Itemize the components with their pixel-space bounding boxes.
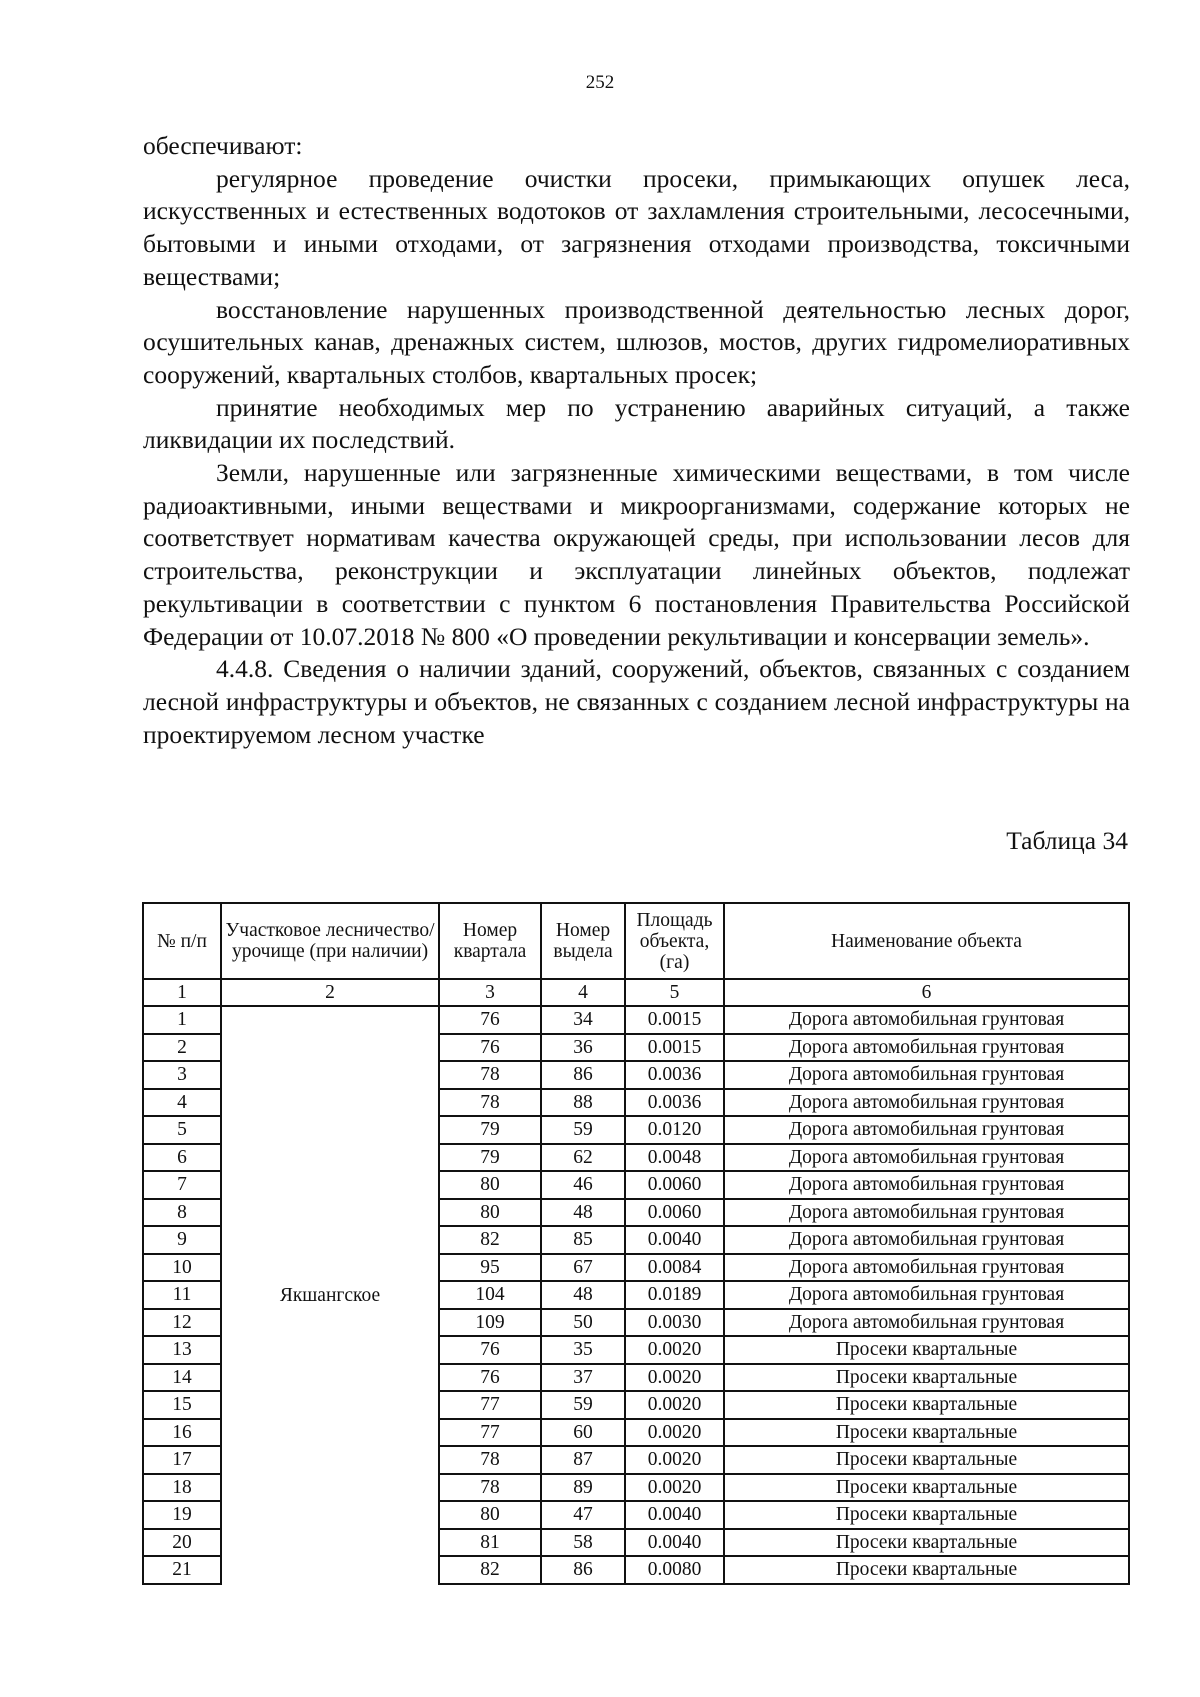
object-name-cell: Дорога автомобильная грунтовая (724, 1309, 1129, 1337)
column-number: 6 (724, 979, 1129, 1006)
row-number: 3 (143, 1061, 221, 1089)
object-name-cell: Просеки квартальные (724, 1364, 1129, 1392)
table-row (143, 1006, 1129, 1034)
vydel-cell: 60 (541, 1419, 625, 1447)
column-number: 2 (221, 979, 439, 1006)
column-number: 1 (143, 979, 221, 1006)
area-cell: 0.0015 (625, 1006, 724, 1034)
paragraph: 4.4.8. Сведения о наличии зданий, сооружений, объектов, связанных с созданием лесной инфраструктуры и объектов, не связанных с созданием лесной инфраструктуры на проектируемом лесном участке (143, 654, 1130, 749)
vydel-cell: 59 (541, 1116, 625, 1144)
object-name-cell: Дорога автомобильная грунтовая (724, 1171, 1129, 1199)
table-caption: Таблица 34 (1006, 826, 1128, 855)
vydel-cell: 48 (541, 1281, 625, 1309)
area-cell: 0.0189 (625, 1281, 724, 1309)
vydel-cell: 37 (541, 1364, 625, 1392)
area-cell: 0.0048 (625, 1144, 724, 1172)
row-number: 15 (143, 1391, 221, 1419)
row-number: 20 (143, 1529, 221, 1557)
header-district: Участковое лесничество/урочище (при наличии) (221, 903, 439, 979)
kvartal-cell: 76 (439, 1364, 541, 1392)
object-name-cell: Дорога автомобильная грунтовая (724, 1144, 1129, 1172)
object-name-cell: Дорога автомобильная грунтовая (724, 1254, 1129, 1282)
kvartal-cell: 78 (439, 1089, 541, 1117)
kvartal-cell: 78 (439, 1474, 541, 1502)
area-cell: 0.0080 (625, 1556, 724, 1584)
column-number: 4 (541, 979, 625, 1006)
vydel-cell: 86 (541, 1061, 625, 1089)
vydel-cell: 35 (541, 1336, 625, 1364)
area-cell: 0.0020 (625, 1336, 724, 1364)
vydel-cell: 46 (541, 1171, 625, 1199)
row-number: 16 (143, 1419, 221, 1447)
paragraph: обеспечивают: (143, 131, 303, 160)
row-number: 12 (143, 1309, 221, 1337)
vydel-cell: 89 (541, 1474, 625, 1502)
area-cell: 0.0030 (625, 1309, 724, 1337)
vydel-cell: 48 (541, 1199, 625, 1227)
kvartal-cell: 82 (439, 1556, 541, 1584)
row-number: 2 (143, 1034, 221, 1062)
kvartal-cell: 79 (439, 1116, 541, 1144)
area-cell: 0.0036 (625, 1089, 724, 1117)
object-name-cell: Просеки квартальные (724, 1556, 1129, 1584)
row-number: 18 (143, 1474, 221, 1502)
vydel-cell: 62 (541, 1144, 625, 1172)
vydel-cell: 34 (541, 1006, 625, 1034)
row-number: 1 (143, 1006, 221, 1034)
header-area: Площадь объекта, (га) (625, 903, 724, 979)
kvartal-cell: 76 (439, 1034, 541, 1062)
object-name-cell: Просеки квартальные (724, 1501, 1129, 1529)
paragraph: восстановление нарушенных производственной деятельностью лесных дорог, осушительных канав, дренажных систем, шлюзов, мостов, других гидромелиоративных сооружений, квартальных столбов, квартальных просек; (143, 294, 1130, 389)
row-number: 14 (143, 1364, 221, 1392)
area-cell: 0.0120 (625, 1116, 724, 1144)
kvartal-cell: 80 (439, 1501, 541, 1529)
body-text (143, 130, 1130, 751)
area-cell: 0.0040 (625, 1529, 724, 1557)
area-cell: 0.0036 (625, 1061, 724, 1089)
kvartal-cell: 95 (439, 1254, 541, 1282)
row-number: 8 (143, 1199, 221, 1227)
header-name: Наименование объекта (724, 903, 1129, 979)
kvartal-cell: 80 (439, 1171, 541, 1199)
header-number: № п/п (143, 903, 221, 979)
area-cell: 0.0020 (625, 1446, 724, 1474)
vydel-cell: 85 (541, 1226, 625, 1254)
column-number: 5 (625, 979, 724, 1006)
row-number: 10 (143, 1254, 221, 1282)
row-number: 11 (143, 1281, 221, 1309)
area-cell: 0.0060 (625, 1171, 724, 1199)
object-name-cell: Дорога автомобильная грунтовая (724, 1089, 1129, 1117)
object-name-cell: Дорога автомобильная грунтовая (724, 1199, 1129, 1227)
row-number: 7 (143, 1171, 221, 1199)
area-cell: 0.0015 (625, 1034, 724, 1062)
row-number: 21 (143, 1556, 221, 1584)
header-vydel: Номер выдела (541, 903, 625, 979)
object-name-cell: Дорога автомобильная грунтовая (724, 1034, 1129, 1062)
object-name-cell: Дорога автомобильная грунтовая (724, 1006, 1129, 1034)
objects-table (142, 902, 1130, 1585)
area-cell: 0.0084 (625, 1254, 724, 1282)
object-name-cell: Просеки квартальные (724, 1446, 1129, 1474)
page-number: 252 (585, 72, 615, 93)
column-number: 3 (439, 979, 541, 1006)
row-number: 4 (143, 1089, 221, 1117)
row-number: 13 (143, 1336, 221, 1364)
kvartal-cell: 77 (439, 1419, 541, 1447)
object-name-cell: Дорога автомобильная грунтовая (724, 1281, 1129, 1309)
paragraph: Земли, нарушенные или загрязненные химическими веществами, в том числе радиоактивными, иными веществами и микроорганизмами, содержание которых не соответствует нормативам качества окружающей среды, при использовании лесов для строительства, реконструкции и эксплуатации линейных объектов, подлежат рекультивации в соответствии с пунктом 6 постановления Правительства Российской Федерации от 10.07.2018 № 800 «О проведении рекультивации и консервации земель». (143, 458, 1130, 651)
area-cell: 0.0040 (625, 1226, 724, 1254)
object-name-cell: Дорога автомобильная грунтовая (724, 1116, 1129, 1144)
column-number-row (143, 979, 1129, 1006)
table-header-row (143, 903, 1129, 979)
row-number: 6 (143, 1144, 221, 1172)
area-cell: 0.0020 (625, 1474, 724, 1502)
vydel-cell: 87 (541, 1446, 625, 1474)
vydel-cell: 36 (541, 1034, 625, 1062)
paragraph: регулярное проведение очистки просеки, примыкающих опушек леса, искусственных и естественных водотоков от захламления строительными, лесосечными, бытовыми и иными отходами, от загрязнения отходами производства, токсичными веществами; (143, 163, 1130, 291)
kvartal-cell: 81 (439, 1529, 541, 1557)
object-name-cell: Дорога автомобильная грунтовая (724, 1061, 1129, 1089)
district-cell: Якшангское (221, 1006, 439, 1584)
object-name-cell: Дорога автомобильная грунтовая (724, 1226, 1129, 1254)
vydel-cell: 47 (541, 1501, 625, 1529)
object-name-cell: Просеки квартальные (724, 1419, 1129, 1447)
row-number: 5 (143, 1116, 221, 1144)
kvartal-cell: 78 (439, 1061, 541, 1089)
kvartal-cell: 77 (439, 1391, 541, 1419)
vydel-cell: 67 (541, 1254, 625, 1282)
kvartal-cell: 79 (439, 1144, 541, 1172)
kvartal-cell: 76 (439, 1336, 541, 1364)
kvartal-cell: 104 (439, 1281, 541, 1309)
object-name-cell: Просеки квартальные (724, 1529, 1129, 1557)
object-name-cell: Просеки квартальные (724, 1391, 1129, 1419)
paragraph: принятие необходимых мер по устранению аварийных ситуаций, а также ликвидации их последствий. (143, 392, 1130, 455)
row-number: 19 (143, 1501, 221, 1529)
area-cell: 0.0020 (625, 1419, 724, 1447)
kvartal-cell: 80 (439, 1199, 541, 1227)
vydel-cell: 58 (541, 1529, 625, 1557)
kvartal-cell: 78 (439, 1446, 541, 1474)
area-cell: 0.0020 (625, 1364, 724, 1392)
area-cell: 0.0020 (625, 1391, 724, 1419)
area-cell: 0.0040 (625, 1501, 724, 1529)
vydel-cell: 50 (541, 1309, 625, 1337)
header-kvartal: Номер квартала (439, 903, 541, 979)
object-name-cell: Просеки квартальные (724, 1336, 1129, 1364)
row-number: 17 (143, 1446, 221, 1474)
object-name-cell: Просеки квартальные (724, 1474, 1129, 1502)
area-cell: 0.0060 (625, 1199, 724, 1227)
kvartal-cell: 109 (439, 1309, 541, 1337)
vydel-cell: 86 (541, 1556, 625, 1584)
kvartal-cell: 82 (439, 1226, 541, 1254)
vydel-cell: 88 (541, 1089, 625, 1117)
vydel-cell: 59 (541, 1391, 625, 1419)
row-number: 9 (143, 1226, 221, 1254)
kvartal-cell: 76 (439, 1006, 541, 1034)
